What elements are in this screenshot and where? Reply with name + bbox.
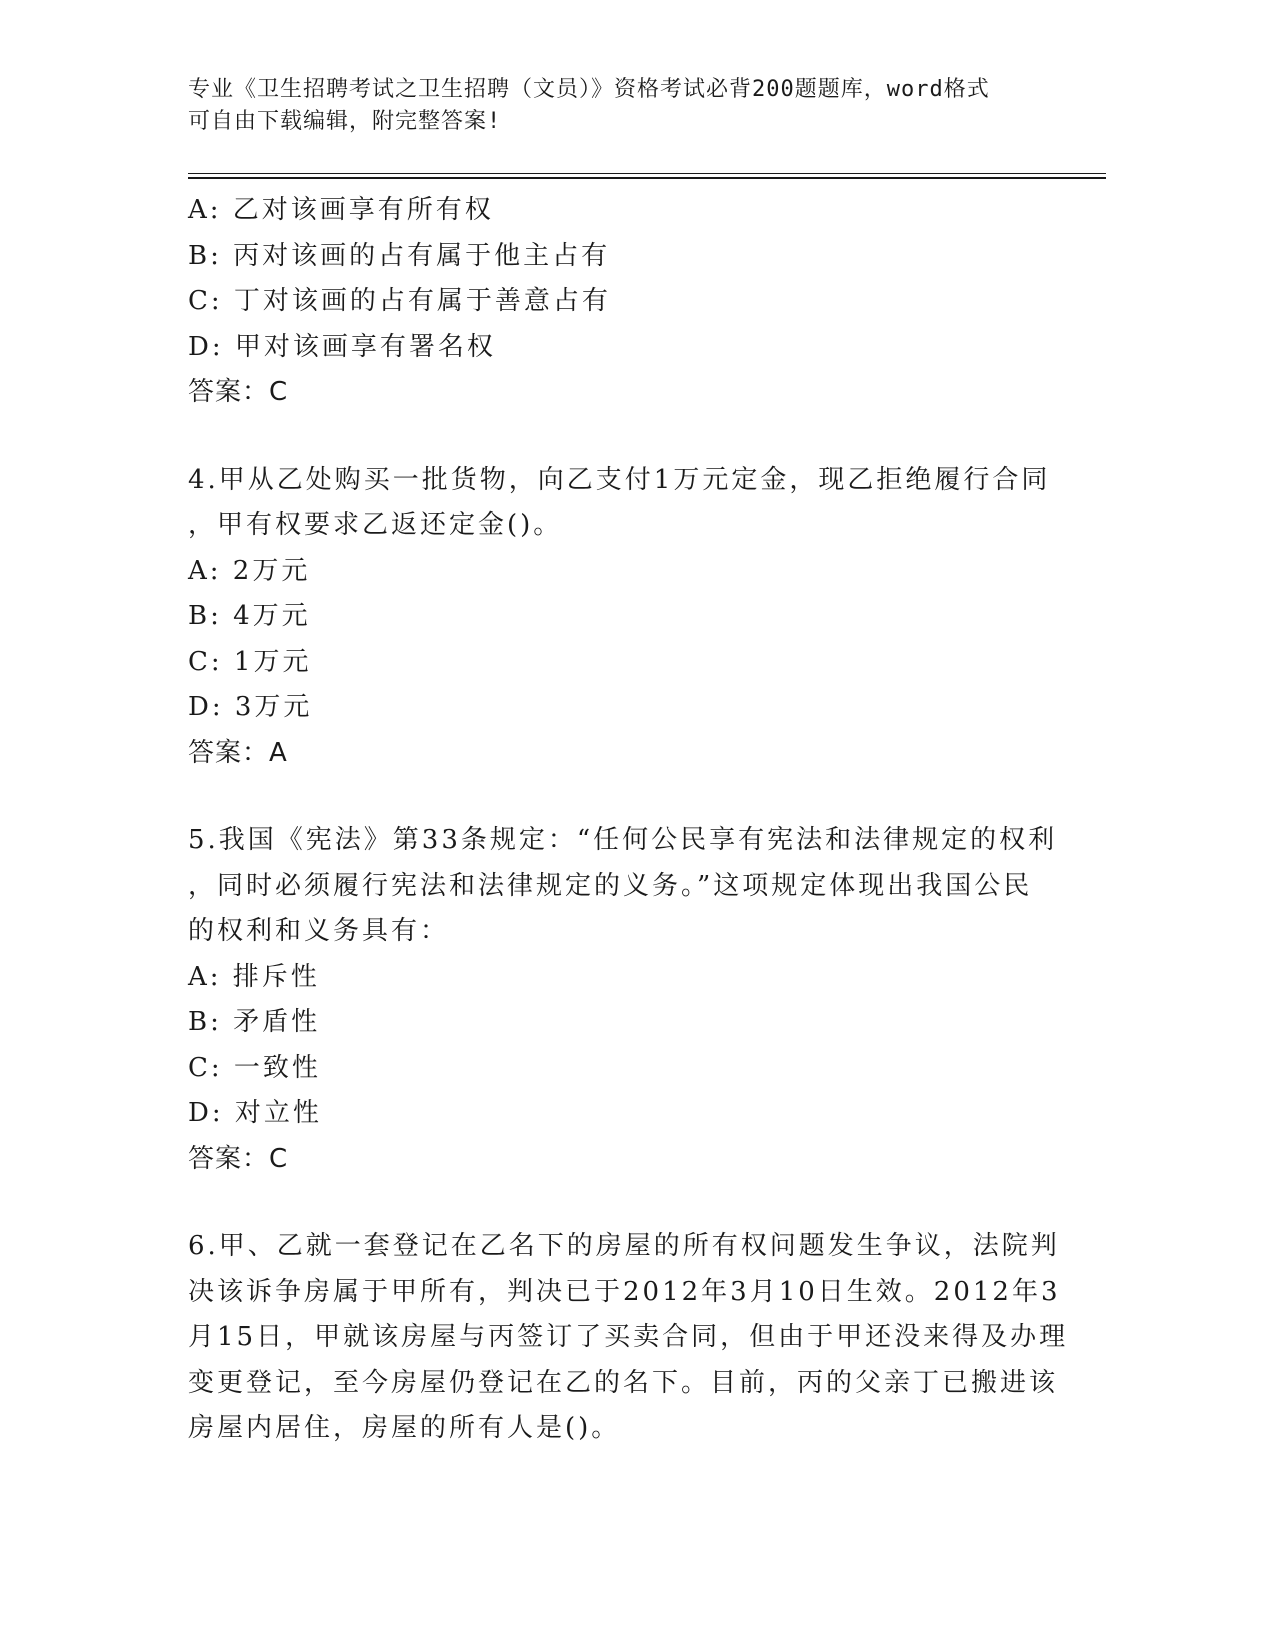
- question-4-option-d: D: 3万元: [188, 692, 313, 722]
- question-5-stem-line-2: ，同时必须履行宪法和法律规定的义务。”这项规定体现出我国公民: [188, 870, 1033, 901]
- question-3-option-b: B: 丙对该画的占有属于他主占有: [188, 240, 611, 271]
- question-4-answer: 答案：A: [188, 737, 288, 768]
- question-6-stem-line-5: 房屋内居住，房屋的所有人是()。: [188, 1413, 621, 1443]
- question-6-stem-line-2: 决该诉争房属于甲所有，判决已于2012年3月10日生效。2012年3: [188, 1276, 1061, 1307]
- question-5: [188, 818, 1088, 1182]
- header-divider-thick: [188, 177, 1106, 179]
- question-6-stem-line-4: 变更登记，至今房屋仍登记在乙的名下。目前，丙的父亲丁已搬进该: [188, 1367, 1059, 1398]
- question-4-stem-line-2: ，甲有权要求乙返还定金()。: [188, 510, 563, 540]
- question-4-option-a: A: 2万元: [188, 555, 311, 586]
- question-3-option-d: D: 甲对该画享有署名权: [188, 331, 496, 362]
- question-5-answer: 答案：C: [188, 1143, 289, 1174]
- question-6-stem-line-1: 6.甲、乙就一套登记在乙名下的房屋的所有权问题发生争议，法院判: [188, 1231, 1060, 1261]
- question-4: [188, 458, 1088, 777]
- question-4-option-b: B: 4万元: [188, 601, 311, 631]
- question-3-option-c: C: 丁对该画的占有属于善意占有: [188, 286, 611, 316]
- question-list: [188, 188, 1088, 1452]
- question-5-option-c: C: 一致性: [188, 1052, 321, 1083]
- question-5-option-b: B: 矛盾性: [188, 1007, 321, 1037]
- header-title-line-1: 专业《卫生招聘考试之卫生招聘（文员）》资格考试必背200题题库，word格式: [188, 77, 990, 102]
- question-3-answer: 答案：C: [188, 377, 289, 407]
- header-title-line-2: 可自由下载编辑，附完整答案!: [188, 109, 502, 134]
- question-3: [188, 188, 1088, 416]
- question-3-option-a: A: 乙对该画享有所有权: [188, 195, 494, 225]
- question-6-stem-line-3: 月15日，甲就该房屋与丙签订了买卖合同，但由于甲还没来得及办理: [188, 1322, 1069, 1352]
- question-4-option-c: C: 1万元: [188, 646, 312, 677]
- question-4-stem-line-1: 4.甲从乙处购买一批货物，向乙支付1万元定金，现乙拒绝履行合同: [188, 464, 1051, 495]
- page-header: [188, 74, 1088, 138]
- question-6: [188, 1224, 1088, 1452]
- question-5-option-d: D: 对立性: [188, 1098, 322, 1128]
- question-5-option-a: A: 排斥性: [188, 961, 320, 992]
- question-5-stem-line-1: 5.我国《宪法》第33条规定：“任何公民享有宪法和法律规定的权利: [188, 825, 1058, 855]
- question-5-stem-line-3: 的权利和义务具有：: [188, 916, 450, 946]
- header-divider-thin: [188, 173, 1106, 174]
